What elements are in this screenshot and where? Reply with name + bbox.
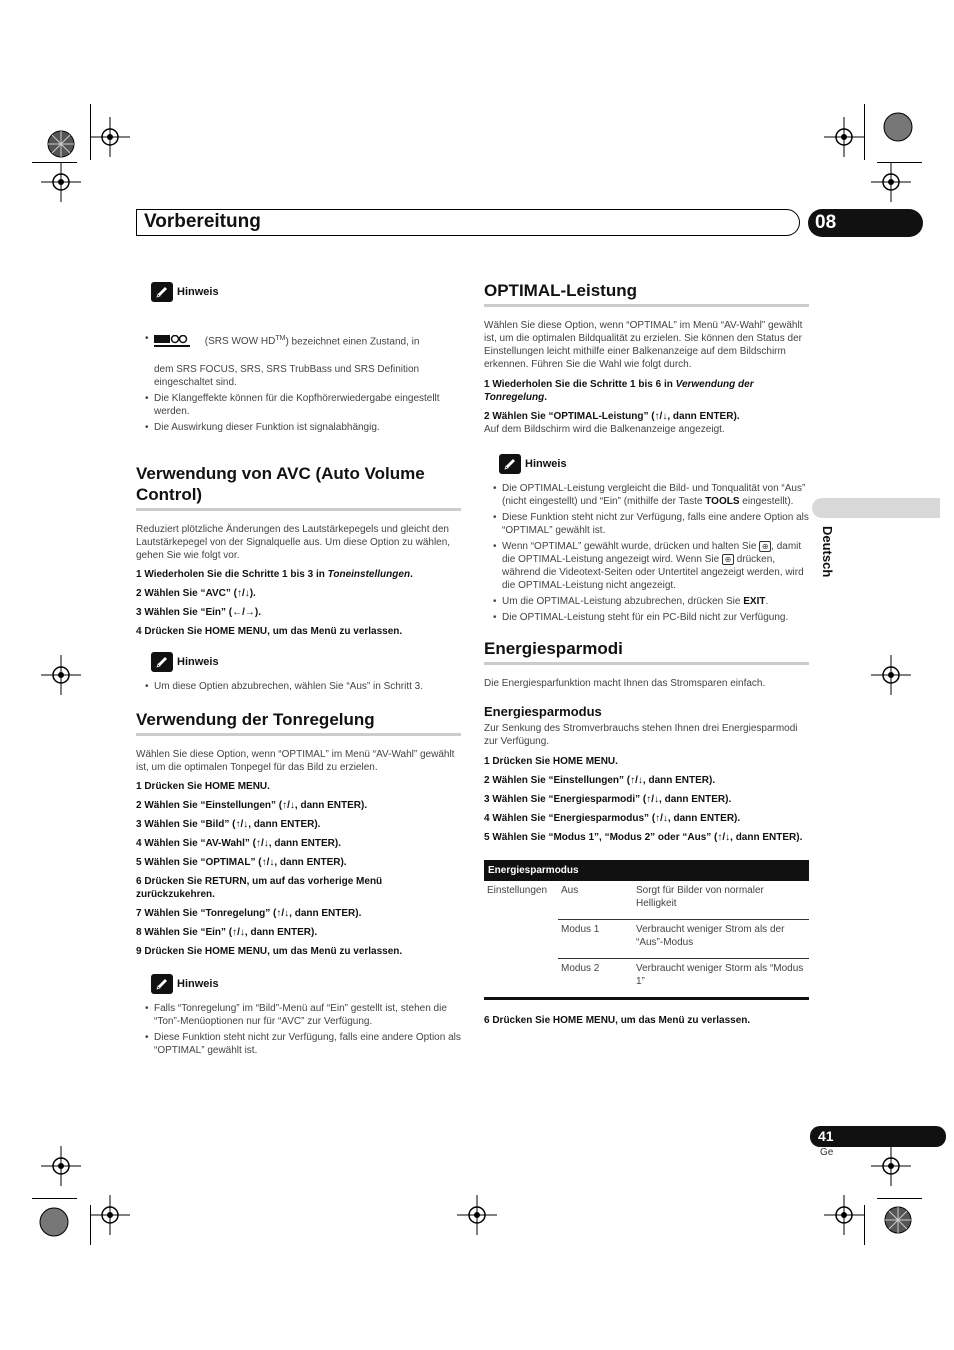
crosshair-icon bbox=[871, 1146, 911, 1186]
step-item: 4 Wählen Sie “AV-Wahl” (↑/↓, dann ENTER). bbox=[136, 837, 342, 849]
srs-wow-hd-logo-icon bbox=[154, 335, 192, 349]
step-item: 1 Wiederholen Sie die Schritte 1 bis 3 in Toneinstellungen. bbox=[136, 568, 413, 580]
crosshair-icon bbox=[871, 162, 911, 202]
step-item: 7 Wählen Sie “Tonregelung” (↑/↓, dann ENTER). bbox=[136, 907, 362, 919]
crosshair-icon bbox=[871, 655, 911, 695]
step-item: 1 Wiederholen Sie die Schritte 1 bis 6 in Verwendung der Tonregelung. bbox=[484, 379, 754, 403]
step-result: Auf dem Bildschirm wird die Balkenanzeige angezeigt. bbox=[484, 424, 725, 435]
note-label: Hinweis bbox=[525, 458, 567, 470]
crosshair-icon bbox=[41, 1146, 81, 1186]
srs-bullet bbox=[136, 332, 461, 349]
list-item: • Um die OPTIMAL-Leistung abzubrechen, drücken Sie EXIT. bbox=[484, 595, 809, 608]
crop-line bbox=[90, 1205, 91, 1245]
crosshair-icon bbox=[824, 1195, 864, 1235]
table-cell bbox=[484, 959, 558, 998]
pencil-icon bbox=[499, 454, 521, 474]
table-cell: Aus bbox=[558, 881, 633, 920]
crop-line bbox=[32, 162, 77, 163]
subsection-heading: Energiesparmodus bbox=[484, 704, 602, 719]
list-item: • Die Auswirkung dieser Funktion ist signalabhängig. bbox=[136, 421, 461, 434]
crop-line bbox=[877, 162, 922, 163]
step-item: 9 Drücken Sie HOME MENU, um das Menü zu verlassen. bbox=[136, 945, 403, 957]
subsection-intro: Zur Senkung des Stromverbrauchs stehen Ihnen drei Energiesparmodi zur Verfügung. bbox=[484, 723, 798, 747]
note-header bbox=[151, 652, 461, 672]
srs-text-cont: ) bezeichnet einen Zustand, in bbox=[285, 336, 420, 348]
note-label: Hinweis bbox=[177, 286, 219, 298]
table-bottom-rule bbox=[484, 997, 809, 1000]
step-item: 5 Wählen Sie “OPTIMAL” (↑/↓, dann ENTER). bbox=[136, 856, 347, 868]
page-number: 41 bbox=[810, 1126, 946, 1147]
pencil-icon bbox=[151, 974, 173, 994]
note-header bbox=[151, 282, 461, 302]
section-heading-energiesparmodi: Energiesparmodi bbox=[484, 638, 809, 665]
step-item: 6 Drücken Sie RETURN, um auf das vorherige Menü zurückzukehren. bbox=[136, 875, 383, 900]
list-item: • Die OPTIMAL-Leistung steht für ein PC-Bild nicht zur Verfügung. bbox=[484, 611, 809, 624]
crosshair-icon bbox=[90, 1195, 130, 1235]
step-item: 2 Wählen Sie “Einstellungen” (↑/↓, dann ENTER). bbox=[136, 799, 368, 811]
crop-line bbox=[864, 104, 865, 160]
srs-text: (SRS WOW HD bbox=[204, 336, 276, 348]
note-label: Hinweis bbox=[177, 977, 219, 990]
table-header: Energiesparmodus bbox=[484, 860, 809, 881]
crosshair-icon bbox=[824, 117, 864, 157]
pencil-icon bbox=[151, 652, 173, 672]
crop-line bbox=[90, 104, 91, 160]
section-heading-tonregelung: Verwendung der Tonregelung bbox=[136, 709, 461, 736]
step-item: 2 Wählen Sie “Einstellungen” (↑/↓, dann ENTER). bbox=[484, 775, 716, 786]
list-item: • Die OPTIMAL-Leistung vergleicht die Bild- und Tonqualität von “Aus” (nicht eingestellt) und “Ein” (mithilfe der Taste TOOLS eingestellt). bbox=[484, 482, 809, 508]
srs-continuation: dem SRS FOCUS, SRS, SRS TrubBass und SRS Definition eingeschaltet sind. bbox=[154, 363, 420, 388]
crop-line bbox=[877, 1198, 922, 1199]
step-item: 4 Wählen Sie “Energiesparmodus” (↑/↓, dann ENTER). bbox=[484, 813, 741, 824]
crosshair-icon bbox=[457, 1195, 497, 1235]
crosshair-icon bbox=[41, 162, 81, 202]
table-cell: Verbraucht weniger Storm als “Modus 1” bbox=[636, 963, 804, 987]
table-row bbox=[484, 920, 809, 959]
list-item: • Falls “Tonregelung” im “Bild”-Menü auf “Ein” gestellt ist, stehen die “Ton”-Menüoptionen nur für “AVC” zur Verfügung. bbox=[136, 1002, 461, 1028]
info-button-icon: ⊕ bbox=[759, 541, 771, 552]
registration-mark-icon bbox=[41, 124, 81, 164]
step-item: 6 Drücken Sie HOME MENU, um das Menü zu verlassen. bbox=[484, 1015, 751, 1026]
crosshair-icon bbox=[41, 655, 81, 695]
crop-line bbox=[32, 1198, 77, 1199]
note-label: Hinweis bbox=[177, 655, 219, 668]
step-item: 5 Wählen Sie “Modus 1”, “Modus 2” oder “Aus” (↑/↓, dann ENTER). bbox=[484, 832, 803, 843]
step-item: 2 Wählen Sie “OPTIMAL-Leistung” (↑/↓, dann ENTER). bbox=[484, 411, 740, 422]
table-cell: Verbraucht weniger Strom als der “Aus”-Modus bbox=[633, 920, 809, 959]
chapter-number: 08 bbox=[808, 209, 923, 237]
section-intro: Wählen Sie diese Option, wenn “OPTIMAL” im Menü “AV-Wahl” gewählt ist, um die optimalen Tonpegel für das Bild zu erzielen. bbox=[136, 748, 455, 773]
table-cell: Modus 2 bbox=[561, 963, 600, 974]
registration-mark-icon bbox=[34, 1202, 74, 1242]
chapter-header-bar bbox=[136, 209, 800, 236]
list-item: • Die Klangeffekte können für die Kopfhörerwiedergabe eingestellt werden. bbox=[136, 392, 461, 418]
step-item: 2 Wählen Sie “AVC” (↑/↓). bbox=[136, 587, 256, 599]
registration-mark-icon bbox=[878, 1200, 918, 1240]
section-intro: Die Energiesparfunktion macht Ihnen das Stromsparen einfach. bbox=[484, 678, 766, 689]
info-button-icon: ⊕ bbox=[722, 554, 734, 565]
crosshair-icon bbox=[90, 117, 130, 157]
list-item: • Wenn “OPTIMAL” gewählt wurde, drücken und halten Sie ⊕ , damit die OPTIMAL-Leistung angezeigt wird. Wenn Sie ⊕ drücken, während die Videotext-Seiten oder Untertitel angezeigt werden, wird die OPTIMAL-Leistung nicht angezeigt. bbox=[484, 540, 809, 592]
table-row bbox=[484, 881, 809, 920]
list-item: • Um diese Optien abzubrechen, wählen Sie “Aus” in Schritt 3. bbox=[136, 680, 461, 693]
list-item: • Diese Funktion steht nicht zur Verfügung, falls eine andere Option als “OPTIMAL” gewählt ist. bbox=[136, 1031, 461, 1057]
left-column bbox=[136, 282, 461, 1060]
step-item: 8 Wählen Sie “Ein” (↑/↓, dann ENTER). bbox=[136, 926, 318, 938]
section-heading-optimal: OPTIMAL-Leistung bbox=[484, 280, 809, 307]
page-lang-code: Ge bbox=[820, 1147, 834, 1158]
note-header bbox=[499, 454, 809, 474]
note-header bbox=[151, 974, 461, 994]
step-item: 4 Drücken Sie HOME MENU, um das Menü zu verlassen. bbox=[136, 625, 403, 637]
step-item: 3 Wählen Sie “Ein” (←/→). bbox=[136, 606, 262, 618]
registration-mark-icon bbox=[878, 107, 918, 147]
energy-mode-table bbox=[484, 860, 809, 997]
page-title: Vorbereitung bbox=[144, 211, 261, 232]
table-row bbox=[484, 959, 809, 998]
table-cell: Sorgt für Bilder von normaler Helligkeit bbox=[633, 881, 809, 920]
step-item: 1 Drücken Sie HOME MENU. bbox=[484, 756, 618, 767]
section-heading-avc: Verwendung von AVC (Auto Volume Control) bbox=[136, 463, 461, 511]
step-item: 3 Wählen Sie “Energiesparmodi” (↑/↓, dann ENTER). bbox=[484, 794, 732, 805]
step-item: 3 Wählen Sie “Bild” (↑/↓, dann ENTER). bbox=[136, 818, 321, 830]
table-cell: Modus 1 bbox=[558, 920, 633, 959]
section-intro: Reduziert plötzliche Änderungen des Lautstärkepegels und gleicht den Lautstärkepegel von der Signalquelle aus. Um diese Option zu wählen, gehen Sie wie folgt vor. bbox=[136, 523, 451, 561]
language-tab bbox=[812, 498, 940, 518]
right-column bbox=[484, 280, 809, 1033]
section-intro: Wählen Sie diese Option, wenn “OPTIMAL” im Menü “AV-Wahl” gewählt ist, um die optimalen Bildqualität zu erzielen. Sie können den Status der Einstellungen leicht mithilfe einer Balkenanzeige auf dem Bildschirm erkennen. Führen Sie die Wahl wie folgt durch. bbox=[484, 320, 803, 370]
table-cell: Einstellungen bbox=[487, 885, 548, 896]
srs-tm: TM bbox=[275, 335, 286, 342]
table-cell bbox=[484, 920, 558, 959]
step-item: 1 Drücken Sie HOME MENU. bbox=[136, 780, 270, 792]
language-label: Deutsch bbox=[820, 526, 835, 578]
list-item: • Diese Funktion steht nicht zur Verfügung, falls eine andere Option als “OPTIMAL” gewählt ist. bbox=[484, 511, 809, 537]
pencil-icon bbox=[151, 282, 173, 302]
crop-line bbox=[864, 1205, 865, 1245]
